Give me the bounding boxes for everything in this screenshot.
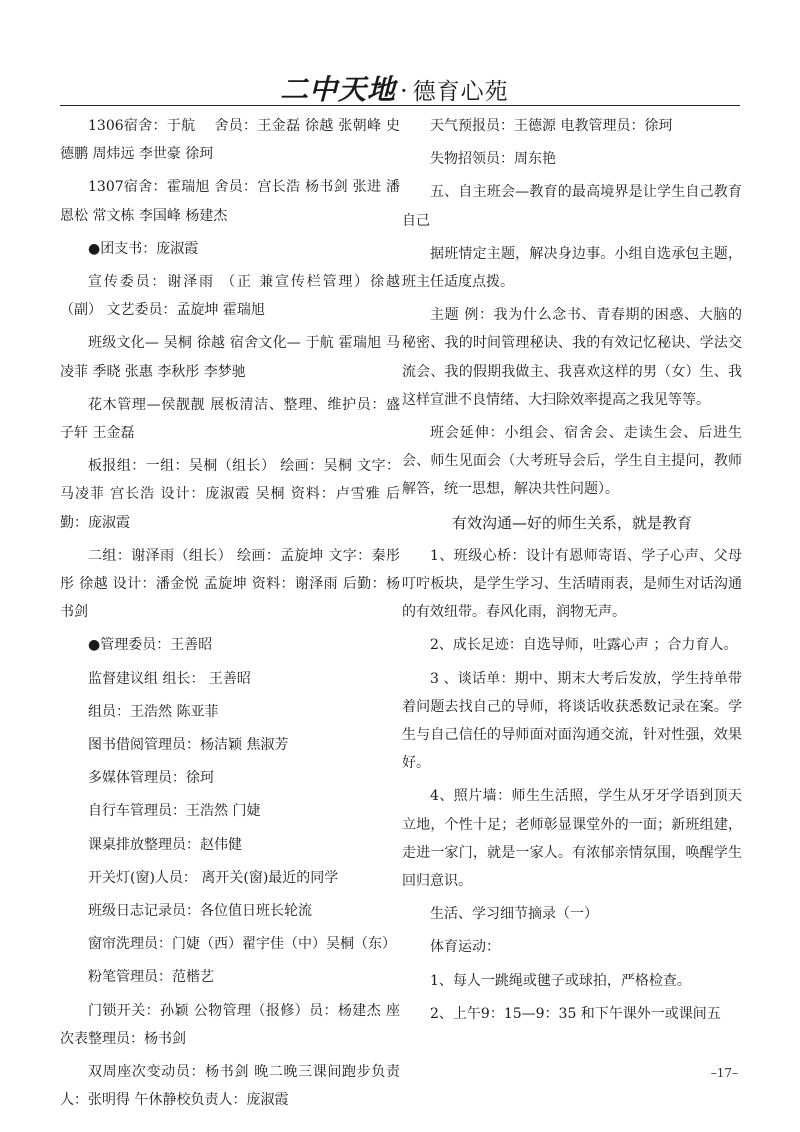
left-paragraph: 窗帘洗理员：门婕（西）翟宇佳（中）吴桐（东）: [88, 936, 396, 953]
left-paragraph: 粉笔管理员：范楷艺: [88, 969, 214, 986]
right-paragraph: 2、成长足迹：自选导师，吐露心声 ；合力育人。: [430, 637, 738, 654]
left-paragraph: 课桌排放整理员：赵伟健: [88, 836, 242, 853]
right-paragraph: 2、上午9：15—9：35 和下午课外一或课间五: [430, 1005, 721, 1022]
right-paragraph: 4、照片墙：师生生活照，学生从牙牙学语到顶天立地，个性十足；老师彰显课堂外的一面；新班组建，走进一家门，就是一家人。有浓郁亲情氛围，唤醒学生回归意识。: [402, 788, 742, 890]
left-paragraph: 自行车管理员：王浩然 门婕: [88, 803, 261, 820]
right-paragraph: 生活、学习细节摘录（一）: [430, 906, 598, 923]
left-paragraph: 1307宿舍：霍瑞旭 舍员：宫长浩 杨书剑 张进 潘恩松 常文栋 李国峰 杨建杰: [60, 179, 400, 224]
left-paragraph: 板报组：一组：吴桐（组长） 绘画：吴桐 文字：马凌菲 宫长浩 设计：庞淑霞 吴桐 资料：卢雪雅 后勤：庞淑霞: [60, 458, 400, 531]
section-title: 德育心苑: [412, 79, 509, 105]
left-paragraph: 1306宿舍：于航 舍员：王金磊 徐越 张朝峰 史德鹏 周炜远 李世豪 徐珂: [60, 118, 400, 163]
right-paragraph: 班会延伸：小组会、宿舍会、走读生会、后进生会、师生见面会（大考班导会后，学生自主提问，教师解答，统一思想，解决共性问题）。: [402, 425, 742, 498]
left-paragraph: 组员：王浩然 陈亚菲: [88, 703, 219, 720]
header-divider: [60, 105, 740, 106]
left-paragraph: 花木管理—侯靓靓 展板清洁、整理、维护员：盛子轩 王金磊: [60, 396, 400, 442]
right-paragraph: 失物招领员：周东艳: [430, 151, 556, 168]
left-paragraph: 班级日志记录员：各位值日班长轮流: [88, 903, 312, 920]
left-paragraph: 图书借阅管理员：杨洁颖 焦淑芳: [88, 737, 289, 754]
right-paragraph: 据班情定主题，解决身边事。小组自选承包主题，班主任适度点拨。: [402, 245, 742, 291]
right-paragraph: 1、每人一跳绳或毽子或球拍，严格检查。: [430, 972, 691, 989]
left-column: [60, 112, 400, 1120]
left-paragraph: 双周座次变动员：杨书剑 晚二晚三课间跑步负责人：张明得 午休静校负责人：庞淑霞: [60, 1064, 400, 1109]
page-header: [60, 68, 740, 108]
right-paragraph: 体育运动：: [430, 939, 500, 956]
left-paragraph: 班级文化— 吴桐 徐越 宿舍文化— 于航 霍瑞旭 马凌菲 季晓 张惠 李秋彤 李梦驰: [60, 335, 400, 380]
left-paragraph: 开关灯(窗)人员： 离开关(窗)最近的同学: [88, 869, 339, 886]
left-paragraph: 二组：谢泽雨（组长） 绘画：孟旋坤 文字：秦彤彤 徐越 设计：潘金悦 孟旋坤 资料：谢泽雨 后勤：杨书剑: [60, 547, 400, 621]
left-paragraph: 监督建议组 组长： 王善昭: [88, 670, 251, 687]
right-paragraph: 天气预报员：王德源 电教管理员：徐珂: [430, 118, 673, 134]
header-title: [280, 68, 509, 108]
left-paragraph: ●团支书：庞淑霞: [88, 240, 199, 257]
left-paragraph: 多媒体管理员：徐珂: [88, 770, 214, 787]
section-heading: 有效沟通—好的师生关系，就是教育: [451, 513, 692, 532]
left-paragraph: 门锁开关：孙颖 公物管理（报修）员：杨建杰 座次表整理员：杨书剑: [60, 1002, 400, 1047]
right-paragraph: 3 、谈话单：期中、期末大考后发放，学生持单带着问题去找自己的导师，将谈话收获悉数记录在案。学生与自己信任的导师面对面沟通交流，针对性强，效果好。: [402, 670, 742, 772]
journal-logo: 二中天地: [280, 73, 397, 106]
page-number: –17–: [710, 1066, 738, 1080]
right-paragraph: 1、班级心桥：设计有恩师寄语、学子心声、父母叮咛板块，是学生学习、生活晴雨表，是师生对话沟通的有效纽带。春风化雨，润物无声。: [402, 547, 742, 621]
left-paragraph: ●管理委员：王善昭: [88, 637, 213, 654]
left-paragraph: 宣传委员：谢泽雨 （正 兼宣传栏管理）徐越（副） 文艺委员：孟旋坤 霍瑞旭: [60, 274, 400, 319]
right-column: [402, 112, 742, 1033]
right-paragraph: 五、自主班会—教育的最高境界是让学生自己教育自己: [402, 184, 742, 229]
right-paragraph: 主题 例：我为什么念书、青春期的困惑、大脑的秘密、我的时间管理秘诀、我的有效记忆秘诀、学法交流会、我的假期我做主、我喜欢这样的男（女）生、我这样宣泄不良情绪、大扫除效率提高之我见等等。: [402, 307, 742, 408]
title-separator: ·: [400, 77, 409, 105]
